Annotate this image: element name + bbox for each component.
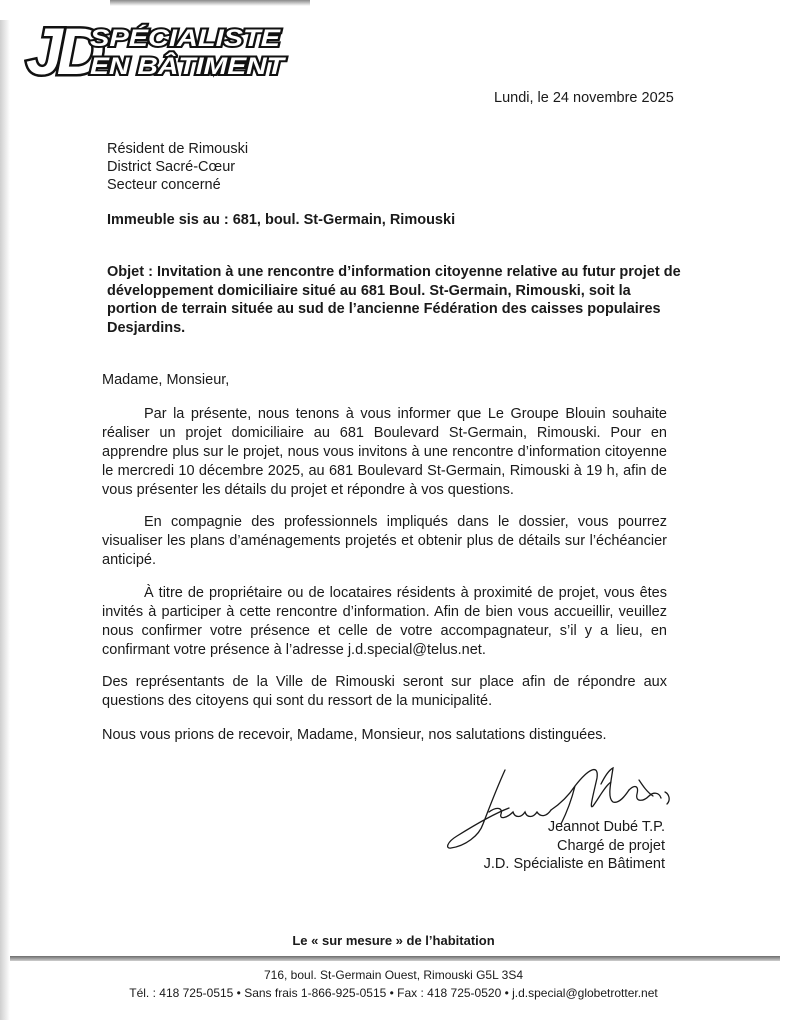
salutation: Madame, Monsieur, <box>102 372 230 388</box>
body-paragraph: À titre de propriétaire ou de locataires résidents à proximité de projet, vous êtes invités à participer à cette rencontre d’information. Afin de bien vous accueillir, veuillez nous confirmer votre présence et celle de votre accompagnateur, s’il y a lieu, en confirmant votre présence à l’adresse j.d.special@telus.net. <box>102 585 667 658</box>
letter-date: Lundi, le 24 novembre 2025 <box>494 90 674 106</box>
body-paragraph: Par la présente, nous tenons à vous informer que Le Groupe Blouin souhaite réaliser un projet domiciliaire au 681 Boulevard St-Germain, Rimouski. Pour en apprendre plus sur le projet, nous vous invitons à une rencontre d’information citoyenne le mercredi 10 décembre 2025, au 681 Boulevard St-Germain, Rimouski à 19 h, afin de vous présenter les détails du projet et répondre à vos questions. <box>102 406 667 498</box>
recipient-line: District Sacré-Cœur <box>107 159 236 175</box>
recipient-line: Secteur concerné <box>107 177 221 193</box>
footer-address: 716, boul. St-Germain Ouest, Rimouski G5L 3S4 <box>263 968 523 982</box>
body-paragraph: En compagnie des professionnels impliqués dans le dossier, vous pourrez visualiser les plans d’aménagements projetés et obtenir plus de détails sur l’échéancier anticipé. <box>102 514 667 568</box>
subject-line: Objet : Invitation à une rencontre d’information citoyenne relative au futur projet de développement domiciliaire situé au 681 Boul. St-Germain, Rimouski, soit la portion de terrain située au sud de l’ancienne Fédération des caisses populaires Desjardins. <box>107 264 681 336</box>
footer-contact: Tél. : 418 725-0515 • Sans frais 1-866-925-0515 • Fax : 418 725-0520 • j.d.special@globetrotter.net <box>129 986 658 1000</box>
scan-edge-left <box>0 20 10 1020</box>
logo-initials: JD <box>26 14 99 82</box>
closing-paragraph: Nous vous prions de recevoir, Madame, Monsieur, nos salutations distinguées. <box>102 727 607 743</box>
scan-edge-top <box>110 0 310 6</box>
recipient-line: Résident de Rimouski <box>107 141 249 157</box>
logo-graphic <box>24 14 289 82</box>
signer-title: Chargé de projet <box>556 837 665 854</box>
company-logo <box>24 14 289 82</box>
signer-company: J.D. Spécialiste en Bâtiment <box>483 856 665 872</box>
logo-line-2: EN BÂTIMENT <box>90 53 254 80</box>
footer <box>0 966 787 1002</box>
recipient-block <box>107 140 248 194</box>
property-address: Immeuble sis au : 681, boul. St-Germain, Rimouski <box>107 212 456 228</box>
body-paragraph: Des représentants de la Ville de Rimouski seront sur place afin de répondre aux questions des citoyens qui sont du ressort de la municipalité. <box>102 674 667 709</box>
signer-block <box>470 818 665 874</box>
signer-name: Jeannot Dubé T.P. <box>547 819 665 835</box>
footer-divider <box>10 956 780 961</box>
logo-line-1: SPÉCIALISTE <box>90 25 248 52</box>
company-tagline: Le « sur mesure » de l’habitation <box>292 933 495 948</box>
